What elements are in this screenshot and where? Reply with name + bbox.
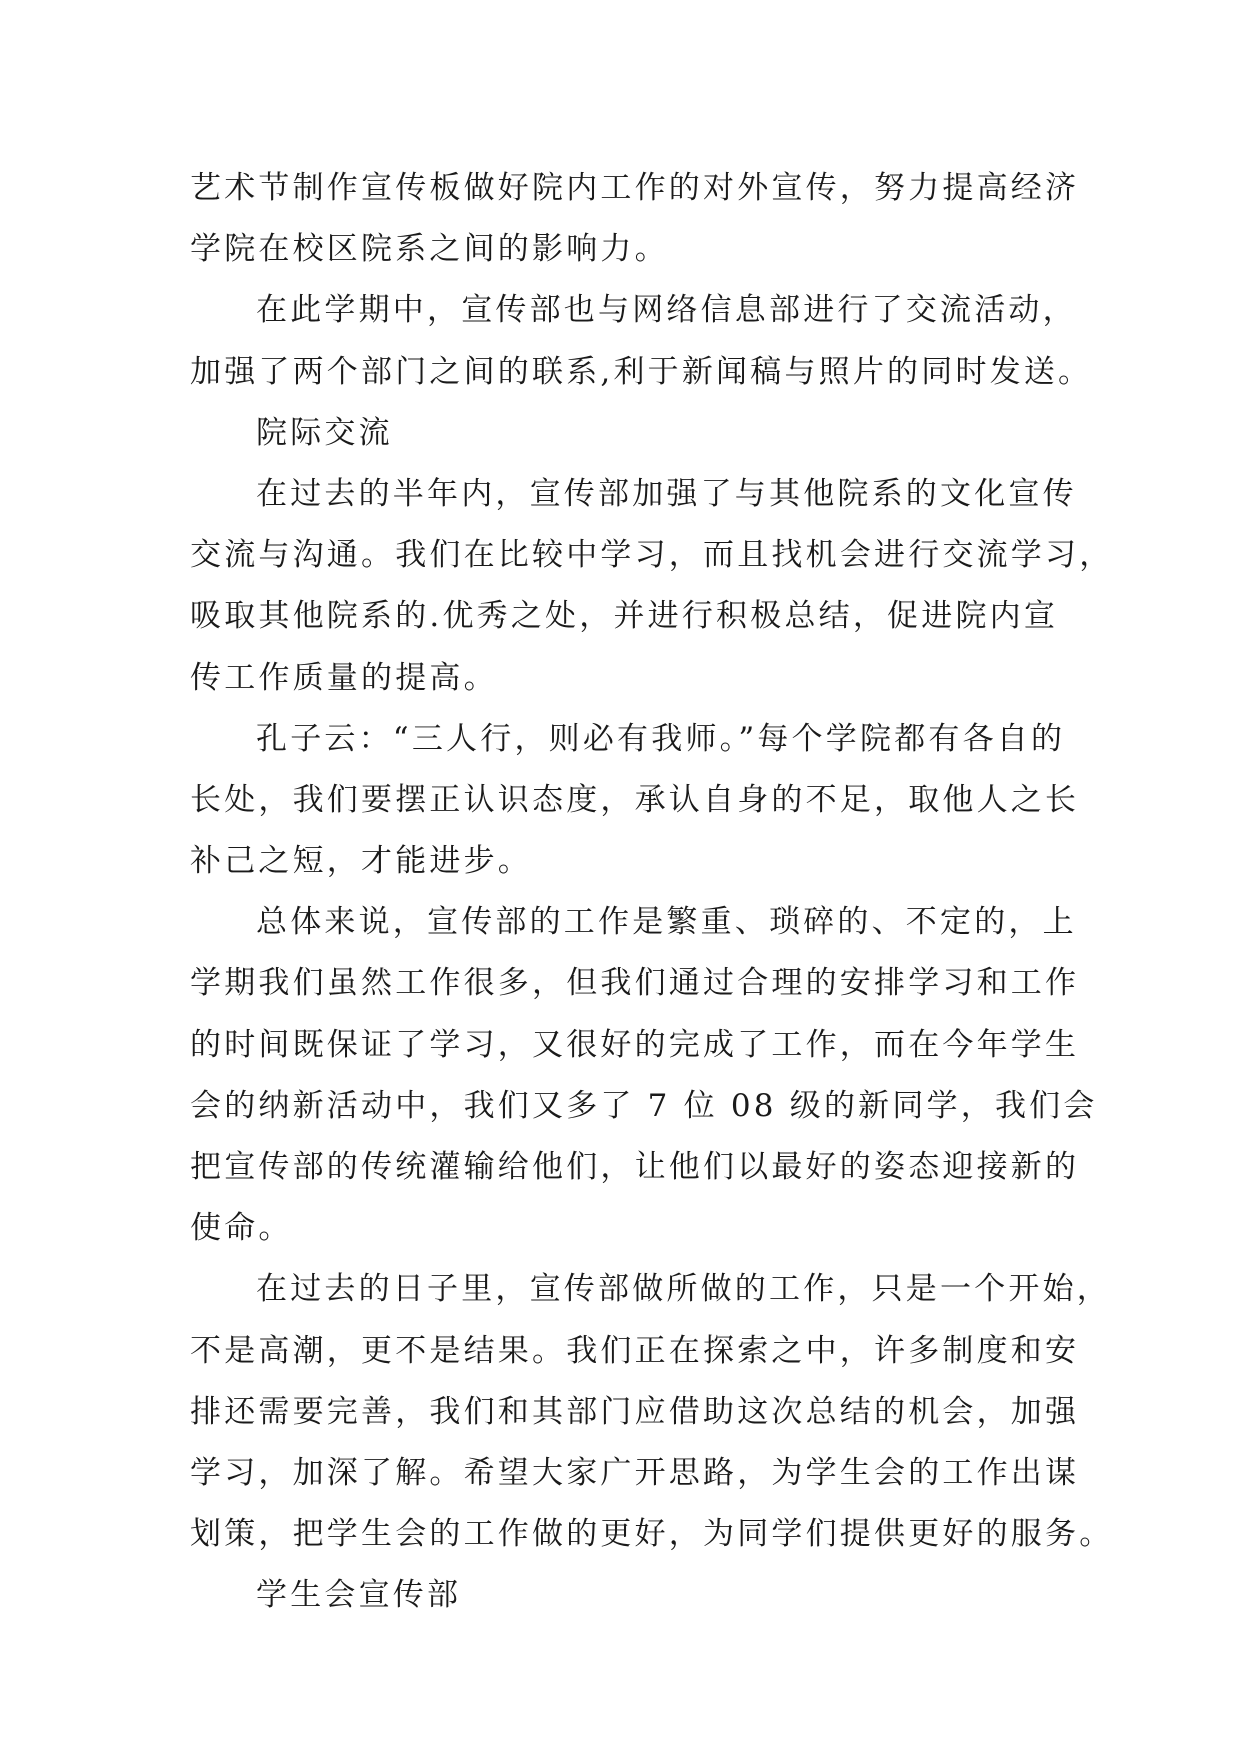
text-line: 不是高潮，更不是结果。我们正在探索之中，许多制度和安	[190, 1332, 1080, 1369]
text-line: 会的纳新活动中，我们又多了 7 位 08 级的新同学，我们会	[190, 1087, 1098, 1124]
text-line: 学期我们虽然工作很多，但我们通过合理的安排学习和工作	[190, 965, 1080, 1002]
document-body	[190, 158, 1114, 1627]
text-line: 加强了两个部门之间的联系,利于新闻稿与照片的同时发送。	[190, 353, 1093, 390]
text-line: 补己之短，才能进步。	[190, 843, 532, 880]
text-line: 学习，加深了解。希望大家广开思路，为学生会的工作出谋	[190, 1454, 1080, 1491]
text-line: 在过去的半年内，宣传部加强了与其他院系的文化宣传	[256, 475, 1077, 512]
text-line: 把宣传部的传统灌输给他们，让他们以最好的姿态迎接新的	[190, 1149, 1080, 1185]
text-line: 划策，把学生会的工作做的更好，为同学们提供更好的服务。	[190, 1516, 1114, 1553]
text-line: 院际交流	[256, 414, 393, 451]
text-line: 交流与沟通。我们在比较中学习，而且找机会进行交流学习，	[190, 537, 1114, 574]
text-line: 学院在校区院系之间的影响力。	[190, 231, 669, 268]
text-line: 孔子云：“三人行，则必有我师。”每个学院都有各自的	[256, 720, 1066, 757]
text-line: 总体来说，宣传部的工作是繁重、琐碎的、不定的，上	[256, 904, 1077, 941]
text-line: 吸取其他院系的.优秀之处，并进行积极总结，促进院内宣	[190, 598, 1059, 635]
signature-line: 学生会宣传部	[256, 1577, 462, 1614]
text-line: 在过去的日子里，宣传部做所做的工作，只是一个开始，	[256, 1271, 1111, 1308]
text-line: 在此学期中，宣传部也与网络信息部进行了交流活动，	[256, 292, 1077, 329]
text-line: 艺术节制作宣传板做好院内工作的对外宣传，努力提高经济	[190, 170, 1080, 206]
text-line: 使命。	[190, 1210, 293, 1247]
text-line: 传工作质量的提高。	[190, 659, 498, 696]
text-line: 排还需要完善，我们和其部门应借助这次总结的机会，加强	[190, 1393, 1080, 1430]
text-line: 长处，我们要摆正认识态度，承认自身的不足，取他人之长	[190, 781, 1080, 818]
text-line: 的时间既保证了学习，又很好的完成了工作，而在今年学生	[190, 1026, 1080, 1063]
